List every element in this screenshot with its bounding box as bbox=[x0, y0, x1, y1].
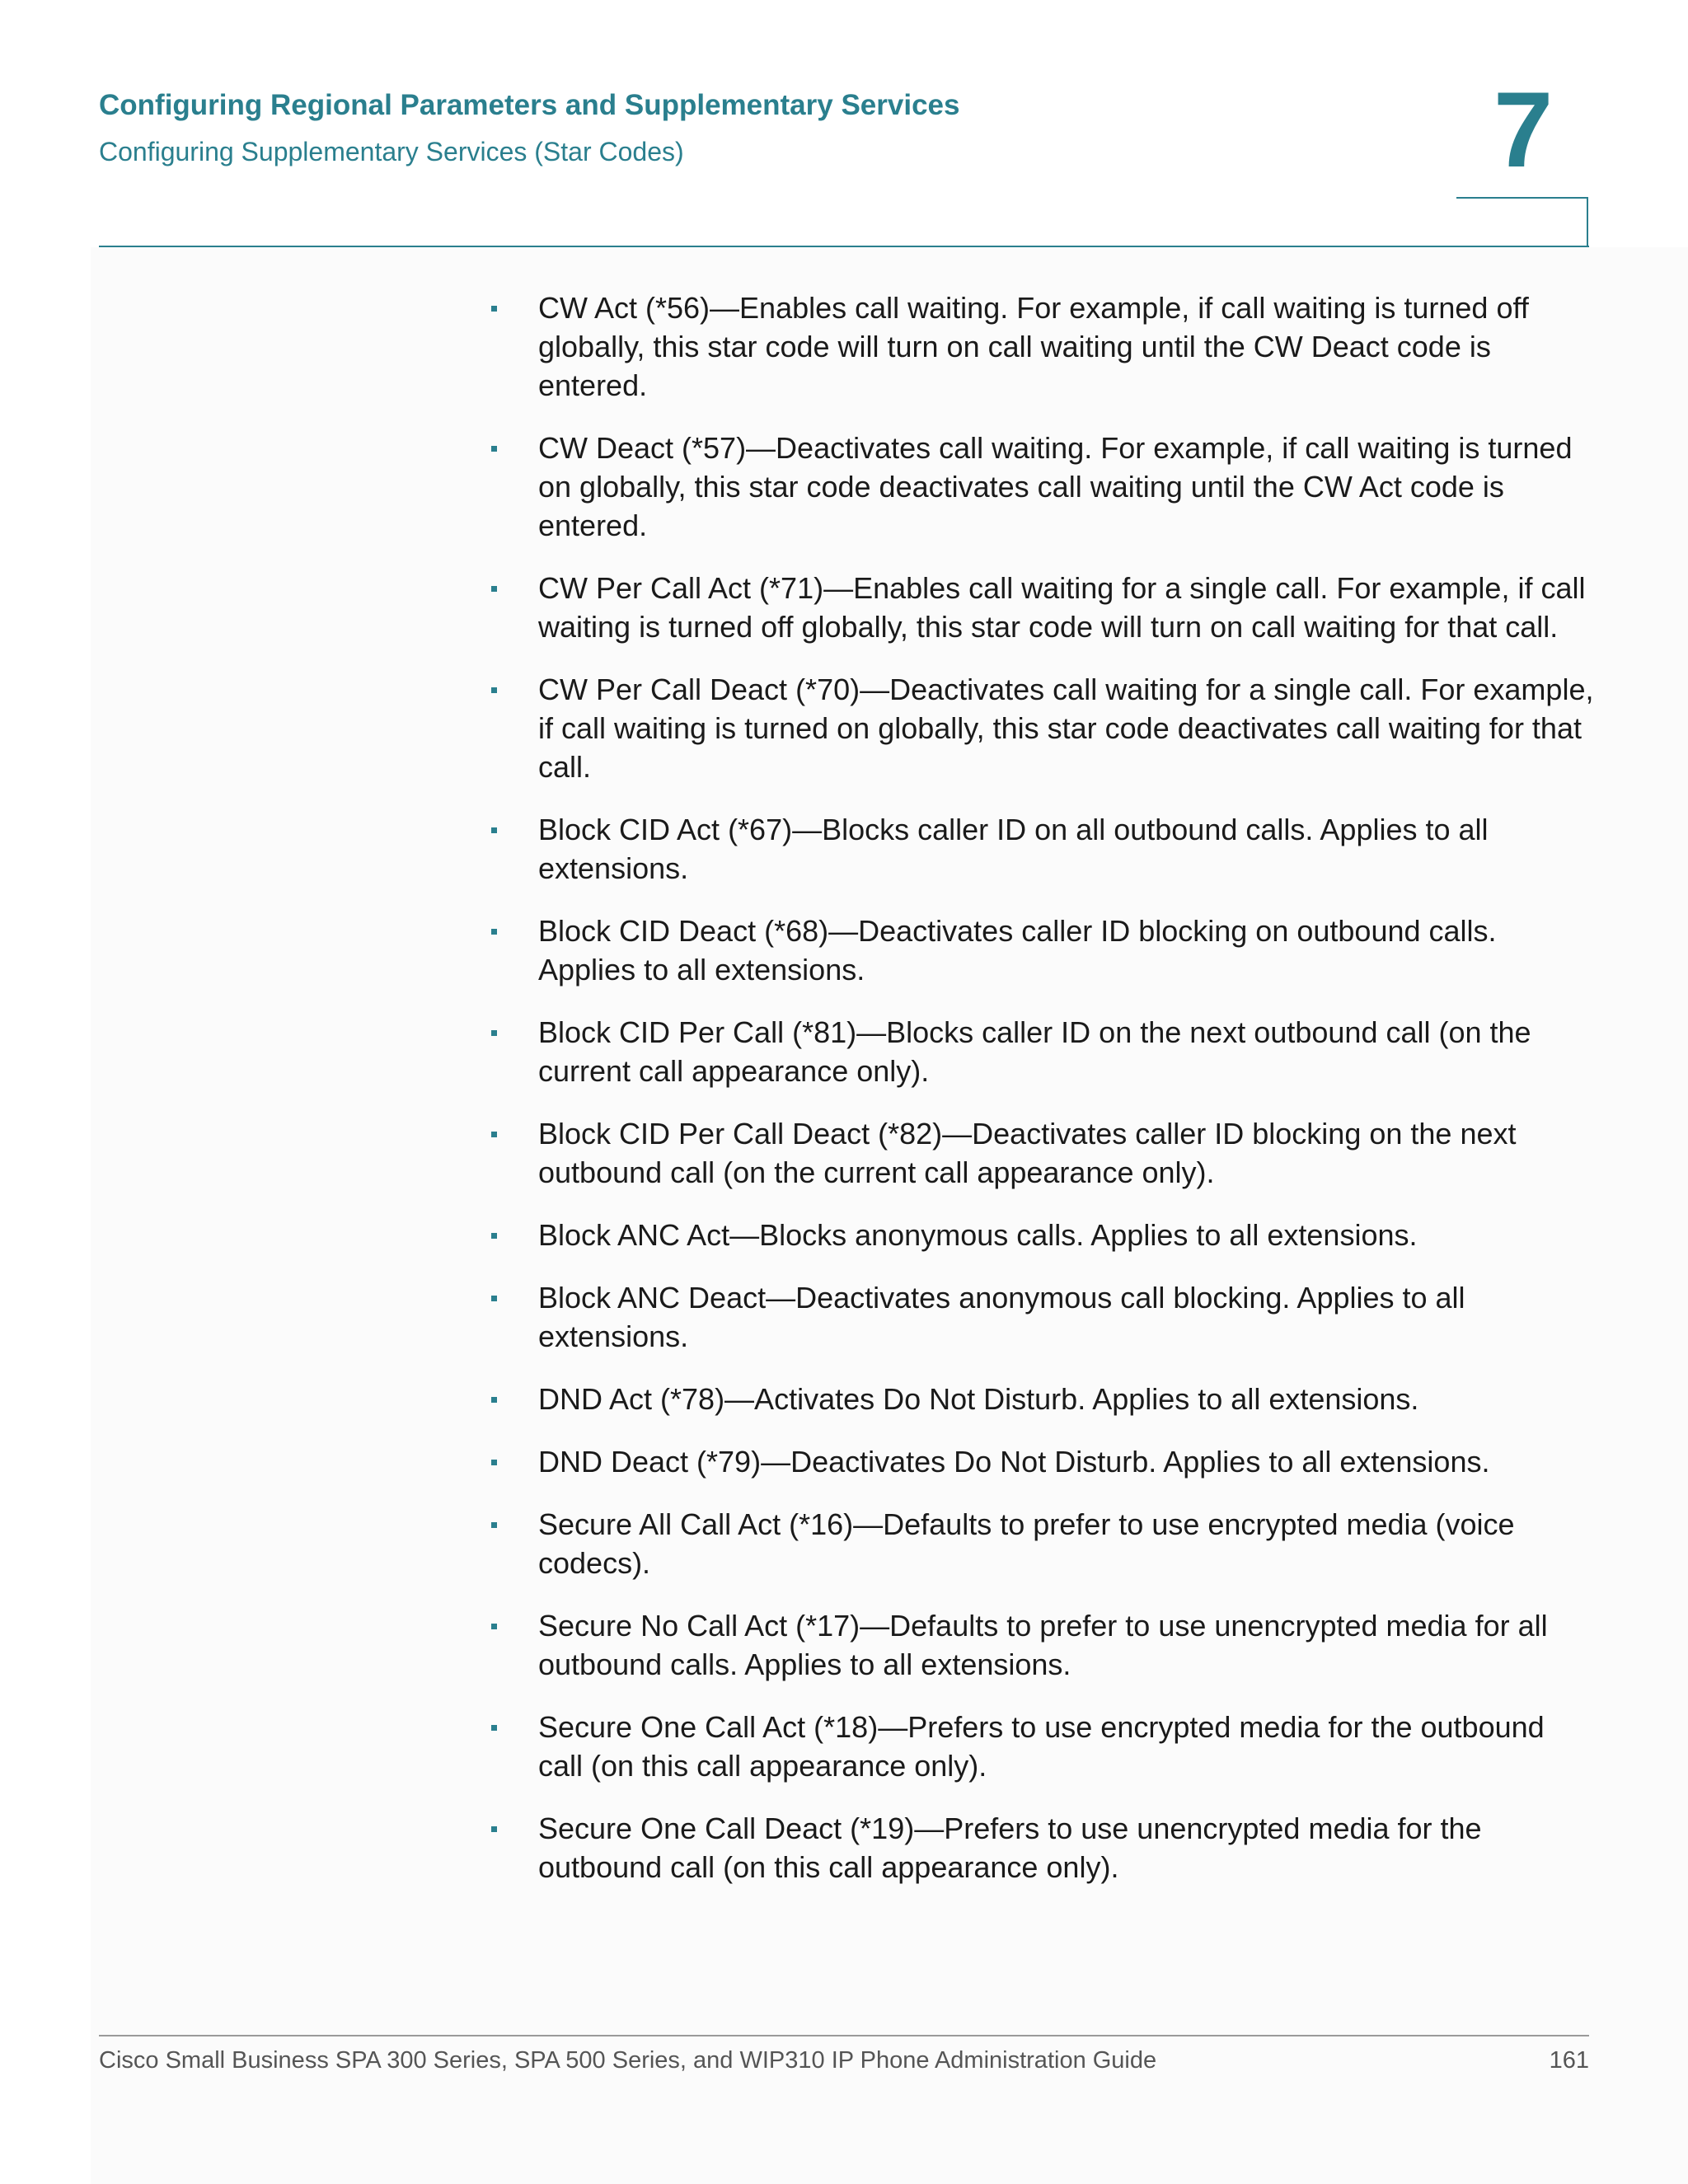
star-code-list bbox=[491, 288, 1596, 1910]
chapter-number: 7 bbox=[1493, 69, 1554, 190]
footer-guide-title: Cisco Small Business SPA 300 Series, SPA 500 Series, and WIP310 IP Phone Administration Guide bbox=[99, 2047, 1157, 2074]
bullet-icon bbox=[491, 1397, 497, 1403]
list-item-text: CW Act (*56)—Enables call waiting. For example, if call waiting is turned off globally, this star code will turn on call waiting until the CW Deact code is entered. bbox=[538, 291, 1529, 402]
bullet-icon bbox=[491, 1522, 497, 1528]
list-item-text: Secure No Call Act (*17)—Defaults to prefer to use unencrypted media for all outbound calls. Applies to all extensions. bbox=[538, 1609, 1548, 1681]
bullet-icon bbox=[491, 827, 497, 833]
list-item bbox=[491, 1809, 1596, 1886]
list-item-text: Secure All Call Act (*16)—Defaults to prefer to use encrypted media (voice codecs). bbox=[538, 1507, 1515, 1580]
list-item-text: CW Per Call Act (*71)—Enables call waiting for a single call. For example, if call waiting is turned off globally, this star code will turn on call waiting for that call. bbox=[538, 571, 1586, 644]
chapter-tab-frame bbox=[1456, 197, 1588, 246]
list-item-text: DND Act (*78)—Activates Do Not Disturb. Applies to all extensions. bbox=[538, 1382, 1419, 1416]
section-title: Configuring Supplementary Services (Star Codes) bbox=[99, 137, 684, 166]
list-item bbox=[491, 1505, 1596, 1582]
bullet-icon bbox=[491, 1826, 497, 1832]
list-item bbox=[491, 1442, 1596, 1481]
list-item bbox=[491, 1216, 1596, 1254]
list-item-text: Block CID Deact (*68)—Deactivates caller ID blocking on outbound calls. Applies to all extensions. bbox=[538, 914, 1497, 987]
bullet-icon bbox=[491, 1233, 497, 1239]
footer-divider bbox=[99, 2035, 1589, 2036]
bullet-icon bbox=[491, 929, 497, 935]
list-item bbox=[491, 1708, 1596, 1785]
list-item bbox=[491, 912, 1596, 989]
list-item-text: CW Per Call Deact (*70)—Deactivates call waiting for a single call. For example, if call waiting is turned on globally, this star code deactivates call waiting for that call. bbox=[538, 673, 1594, 784]
list-item bbox=[491, 810, 1596, 888]
list-item-text: Block CID Per Call (*81)—Blocks caller ID on the next outbound call (on the current call appearance only). bbox=[538, 1015, 1531, 1088]
list-item bbox=[491, 288, 1596, 405]
list-item-text: Block ANC Deact—Deactivates anonymous call blocking. Applies to all extensions. bbox=[538, 1281, 1465, 1353]
header-divider bbox=[99, 246, 1589, 247]
page-number: 161 bbox=[1549, 2047, 1589, 2074]
bullet-icon bbox=[491, 1460, 497, 1465]
list-item bbox=[491, 1278, 1596, 1356]
list-item bbox=[491, 569, 1596, 646]
bullet-icon bbox=[491, 446, 497, 452]
list-item-text: Block CID Act (*67)—Blocks caller ID on all outbound calls. Applies to all extensions. bbox=[538, 813, 1489, 885]
list-item bbox=[491, 1013, 1596, 1090]
bullet-icon bbox=[491, 586, 497, 592]
list-item-text: Block CID Per Call Deact (*82)—Deactivates caller ID blocking on the next outbound call (on the current call appearance only). bbox=[538, 1117, 1517, 1189]
list-item-text: CW Deact (*57)—Deactivates call waiting. For example, if call waiting is turned on globally, this star code deactivates call waiting until the CW Act code is entered. bbox=[538, 431, 1573, 542]
list-item-text: DND Deact (*79)—Deactivates Do Not Disturb. Applies to all extensions. bbox=[538, 1445, 1490, 1479]
list-item bbox=[491, 1606, 1596, 1684]
bullet-icon bbox=[491, 1296, 497, 1301]
bullet-icon bbox=[491, 1030, 497, 1036]
bullet-icon bbox=[491, 687, 497, 693]
list-item bbox=[491, 429, 1596, 545]
list-item-text: Secure One Call Act (*18)—Prefers to use encrypted media for the outbound call (on this call appearance only). bbox=[538, 1710, 1545, 1783]
bullet-icon bbox=[491, 1725, 497, 1731]
list-item bbox=[491, 1380, 1596, 1418]
list-item-text: Block ANC Act—Blocks anonymous calls. Applies to all extensions. bbox=[538, 1218, 1418, 1252]
bullet-icon bbox=[491, 306, 497, 312]
bullet-icon bbox=[491, 1132, 497, 1137]
list-item bbox=[491, 1114, 1596, 1192]
chapter-title: Configuring Regional Parameters and Supplementary Services bbox=[99, 89, 960, 121]
list-item bbox=[491, 670, 1596, 786]
bullet-icon bbox=[491, 1624, 497, 1629]
list-item-text: Secure One Call Deact (*19)—Prefers to use unencrypted media for the outbound call (on this call appearance only). bbox=[538, 1811, 1482, 1884]
